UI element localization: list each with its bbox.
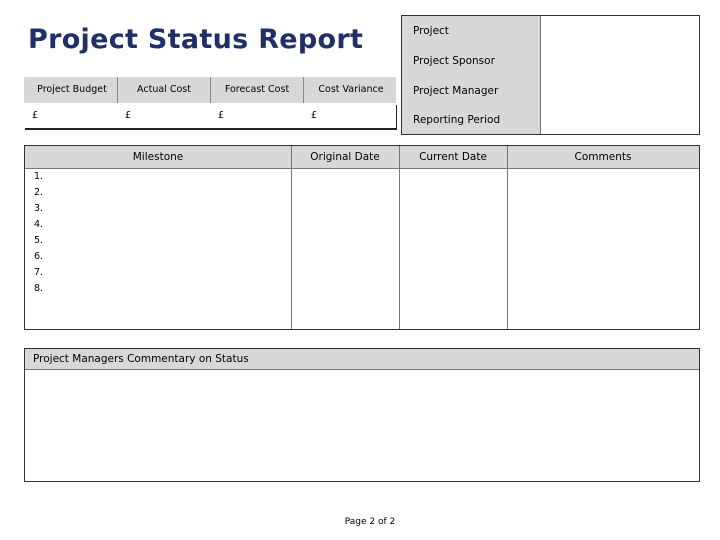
milestone-row-number: 2. <box>34 187 44 198</box>
page-title: Project Status Report <box>28 24 364 55</box>
info-row-period <box>402 106 699 134</box>
milestone-row-number: 7. <box>34 267 44 278</box>
column-divider <box>507 146 508 329</box>
milestone-row-number: 4. <box>34 219 44 230</box>
info-value-sponsor[interactable] <box>541 46 699 76</box>
cost-divider <box>210 77 211 103</box>
cost-header-budget: Project Budget <box>37 84 107 95</box>
milestone-row-number: 5. <box>34 235 44 246</box>
info-label-project: Project <box>402 16 541 46</box>
info-row-manager <box>402 76 699 107</box>
cost-value-actual[interactable]: £ <box>125 110 132 121</box>
cost-value-budget[interactable]: £ <box>32 110 39 121</box>
info-value-period[interactable] <box>541 106 699 134</box>
commentary-box[interactable] <box>24 348 700 482</box>
cost-value-forecast[interactable]: £ <box>218 110 225 121</box>
milestone-row-number: 1. <box>34 171 44 182</box>
column-divider <box>399 146 400 329</box>
cost-divider <box>117 77 118 103</box>
info-value-manager[interactable] <box>541 76 699 106</box>
header-original-date: Original Date <box>310 151 380 163</box>
cost-header-actual: Actual Cost <box>137 84 191 95</box>
header-current-date: Current Date <box>419 151 487 163</box>
cost-table <box>24 77 396 128</box>
info-label-period: Reporting Period <box>402 106 541 134</box>
column-divider <box>291 146 292 329</box>
cost-header-forecast: Forecast Cost <box>224 84 290 95</box>
milestone-row-number: 8. <box>34 283 44 294</box>
cost-header-variance: Cost Variance <box>318 84 384 95</box>
info-row-sponsor <box>402 46 699 77</box>
page-number: Page 2 of 2 <box>344 517 396 527</box>
milestone-row-number: 6. <box>34 251 44 262</box>
commentary-heading: Project Managers Commentary on Status <box>25 349 699 370</box>
info-row-project <box>402 16 699 47</box>
cost-value-variance[interactable]: £ <box>311 110 318 121</box>
cost-divider <box>303 77 304 103</box>
info-label-manager: Project Manager <box>402 76 541 106</box>
header-milestone: Milestone <box>132 151 184 163</box>
milestone-table <box>24 145 700 330</box>
info-value-project[interactable] <box>541 16 699 46</box>
header-comments: Comments <box>574 151 632 163</box>
info-label-sponsor: Project Sponsor <box>402 46 541 76</box>
project-info-table <box>401 15 700 135</box>
milestone-row-number: 3. <box>34 203 44 214</box>
